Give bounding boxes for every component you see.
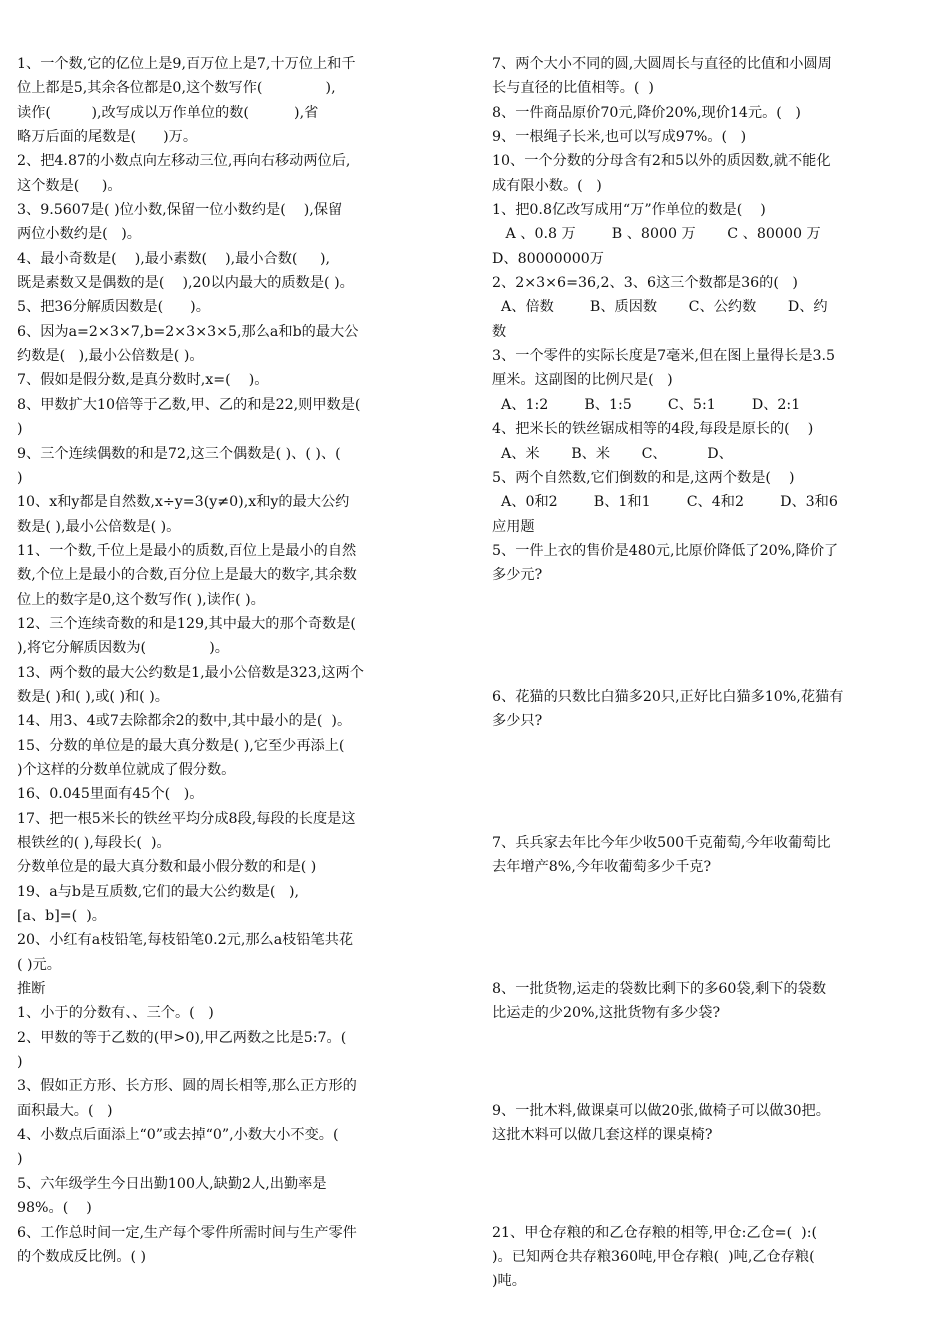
left-column-line: 两位小数约是( )。: [17, 226, 141, 243]
right-column-line: [492, 1074, 908, 1098]
right-column-line: 4、把米长的铁丝锯成相等的4段,每段是原长的( ): [492, 421, 814, 438]
left-column-line: 4、小数点后面添上“0”或去掉“0”,小数大小不变。(: [17, 1127, 339, 1144]
left-column-line: 17、把一根5米长的铁丝平均分成8段,每段的长度是这: [17, 810, 356, 827]
right-column-line: [492, 953, 908, 977]
right-column-line: 8、一件商品原价70元,降价20%,现价14元。( ): [492, 104, 801, 121]
right-column-line: 应用题: [492, 518, 535, 535]
right-column-line: 5、两个自然数,它们倒数的和是,这两个数是( ): [492, 469, 795, 486]
left-column-line: 分数单位是的最大真分数和最小假分数的和是( ): [17, 859, 317, 876]
right-column-line: 10、一个分数的分母含有2和5以外的质因数,就不能化: [492, 153, 831, 170]
left-column-line: 15、分数的单位是的最大真分数是( ),它至少再添上(: [17, 737, 345, 754]
right-column-line: [492, 1147, 908, 1171]
right-column-line: [492, 782, 908, 806]
right-column: [492, 52, 908, 1294]
left-column-line: 略万后面的尾数是( )万。: [17, 129, 198, 146]
right-column-line: 9、一批木料,做课桌可以做20张,做椅子可以做30把。: [492, 1102, 830, 1119]
left-column-line: 数是( )和( ),或( )和( )。: [17, 688, 169, 705]
left-column-line: 位上的数字是0,这个数写作( ),读作( )。: [17, 591, 265, 608]
right-column-line: [492, 880, 908, 904]
left-column-line: 10、x和y都是自然数,x÷y=3(y≠0),x和y的最大公约: [17, 494, 350, 511]
right-column-line: 1、把0.8亿改写成用“万”作单位的数是( ): [492, 202, 766, 219]
left-column-line: 既是素数又是偶数的是( ),20以内最大的质数是( )。: [17, 275, 354, 292]
right-column-line: [492, 1196, 908, 1220]
right-column-line: 7、两个大小不同的圆,大圆周长与直径的比值和小圆周: [492, 56, 832, 72]
right-column-line: [492, 588, 908, 612]
left-column-line: 推断: [17, 981, 46, 998]
right-column-line: 21、甲仓存粮的和乙仓存粮的相等,甲仓:乙仓=( ):(: [492, 1224, 818, 1241]
left-column-line: ): [17, 1054, 23, 1071]
left-column-line: 16、0.045里面有45个( )。: [17, 786, 204, 803]
right-column-line: [492, 636, 908, 660]
right-column-line: [492, 612, 908, 636]
left-column-line: 19、a与b是互质数,它们的最大公约数是( ),: [17, 883, 300, 900]
left-column-line: 读作( ),改写成以万作单位的数( ),省: [17, 104, 319, 121]
left-column-line: 2、把4.87的小数点向左移动三位,再向右移动两位后,: [17, 153, 351, 170]
left-column-line: 12、三个连续奇数的和是129,其中最大的那个奇数是(: [17, 615, 356, 632]
left-column-line: 6、因为a=2×3×7,b=2×3×3×5,那么a和b的最大公: [17, 323, 359, 340]
left-column-line: 2、甲数的等于乙数的(甲>0),甲乙两数之比是5:7。(: [17, 1029, 347, 1046]
right-column-line: 2、2×3×6=36,2、3、6这三个数都是36的( ): [492, 275, 798, 292]
left-column-line: 面积最大。( ): [17, 1102, 113, 1119]
left-column-line: ( )元。: [17, 956, 61, 973]
left-column-line: 的个数成反比例。( ): [17, 1248, 147, 1265]
left-column-line: 这个数是( )。: [17, 177, 122, 194]
left-column-line: 14、用3、4或7去除都余2的数中,其中最小的是( )。: [17, 713, 352, 730]
right-column-line: A、米 B、米 C、 D、: [492, 445, 733, 462]
right-column-line: [492, 734, 908, 758]
left-column-line: 约数是( ),最小公倍数是( )。: [17, 348, 204, 365]
left-column-line: 根铁丝的( ),每段长( )。: [17, 835, 171, 851]
right-column-line: )吨。: [492, 1273, 526, 1290]
right-column-line: 7、兵兵家去年比今年少收500千克葡萄,今年收葡萄比: [492, 835, 831, 851]
right-column-line: [492, 928, 908, 952]
right-column-line: D、80000000万: [492, 250, 604, 267]
left-column: [17, 52, 465, 1269]
left-column-line: 11、一个数,千位上是最小的质数,百位上是最小的自然: [17, 542, 357, 559]
left-column-line: 13、两个数的最大公约数是1,最小公倍数是323,这两个: [17, 664, 364, 681]
left-column-line: 20、小红有a枝铅笔,每枝铅笔0.2元,那么a枝铅笔共花: [17, 932, 354, 949]
right-column-line: 这批木料可以做几套这样的课桌椅?: [492, 1127, 713, 1144]
right-column-line: 长与直径的比值相等。( ): [492, 80, 654, 97]
right-column-line: [492, 904, 908, 928]
left-column-line: 3、假如正方形、长方形、圆的周长相等,那么正方形的: [17, 1078, 357, 1095]
left-column-line: 5、把36分解质因数是( )。: [17, 299, 210, 316]
right-column-line: 去年增产8%,今年收葡萄多少千克?: [492, 859, 712, 876]
left-column-line: 7、假如是假分数,是真分数时,x=( )。: [17, 372, 269, 389]
left-column-line: [a、b]=( )。: [17, 908, 106, 925]
right-column-line: A、1:2 B、1:5 C、5:1 D、2:1: [492, 396, 801, 413]
left-column-line: 3、9.5607是( )位小数,保留一位小数约是( ),保留: [17, 202, 343, 219]
left-column-line: ): [17, 421, 23, 438]
right-column-line: 8、一批货物,运走的袋数比剩下的多60袋,剩下的袋数: [492, 981, 827, 998]
left-column-line: 98%。( ): [17, 1200, 92, 1217]
right-column-line: [492, 661, 908, 685]
right-column-line: 数: [492, 323, 507, 340]
right-column-line: A、0和2 B、1和1 C、4和2 D、3和6: [492, 494, 838, 511]
right-column-line: 9、一根绳子长米,也可以写成97%。( ): [492, 129, 747, 146]
left-column-line: )个这样的分数单位就成了假分数。: [17, 761, 236, 778]
right-column-line: [492, 1172, 908, 1196]
right-column-line: 厘米。这副图的比例尺是( ): [492, 372, 673, 389]
left-column-line: 数是( ),最小公倍数是( )。: [17, 518, 181, 535]
right-column-line: 多少元?: [492, 567, 543, 584]
left-column-line: 位上都是5,其余各位都是0,这个数写作( ),: [17, 80, 336, 97]
left-column-line: 1、小于的分数有、、三个。( ): [17, 1005, 214, 1022]
right-column-line: 6、花猫的只数比白猫多20只,正好比白猫多10%,花猫有: [492, 688, 844, 705]
right-column-line: 成有限小数。( ): [492, 177, 602, 194]
right-column-line: 3、一个零件的实际长度是7毫米,但在图上量得长是3.5: [492, 348, 836, 365]
left-column-line: 5、六年级学生今日出勤100人,缺勤2人,出勤率是: [17, 1175, 327, 1192]
left-column-line: 1、一个数,它的亿位上是9,百万位上是7,十万位上和千: [17, 56, 356, 72]
left-column-line: ): [17, 469, 23, 486]
right-column-line: [492, 758, 908, 782]
left-column-line: 数,个位上是最小的合数,百分位上是最大的数字,其余数: [17, 567, 357, 584]
left-column-line: 4、最小奇数是( ),最小素数( ),最小合数( ),: [17, 250, 331, 267]
left-column-line: ): [17, 1151, 23, 1168]
right-column-line: 比运走的少20%,这批货物有多少袋?: [492, 1005, 721, 1022]
right-column-line: [492, 1026, 908, 1050]
right-column-line: 多少只?: [492, 713, 543, 730]
right-column-line: )。已知两仓共存粮360吨,甲仓存粮( )吨,乙仓存粮(: [492, 1248, 815, 1265]
left-column-line: ),将它分解质因数为( )。: [17, 640, 229, 657]
right-column-line: A、倍数 B、质因数 C、公约数 D、约: [492, 299, 828, 316]
right-column-line: [492, 1050, 908, 1074]
right-column-line: [492, 807, 908, 831]
left-column-line: 8、甲数扩大10倍等于乙数,甲、乙的和是22,则甲数是(: [17, 396, 361, 413]
left-column-line: 6、工作总时间一定,生产每个零件所需时间与生产零件: [17, 1224, 357, 1241]
left-column-line: 9、三个连续偶数的和是72,这三个偶数是( )、( )、(: [17, 445, 341, 462]
right-column-line: 5、一件上衣的售价是480元,比原价降低了20%,降价了: [492, 542, 839, 559]
right-column-line: A 、0.8 万 B 、8000 万 C 、80000 万: [492, 226, 821, 243]
